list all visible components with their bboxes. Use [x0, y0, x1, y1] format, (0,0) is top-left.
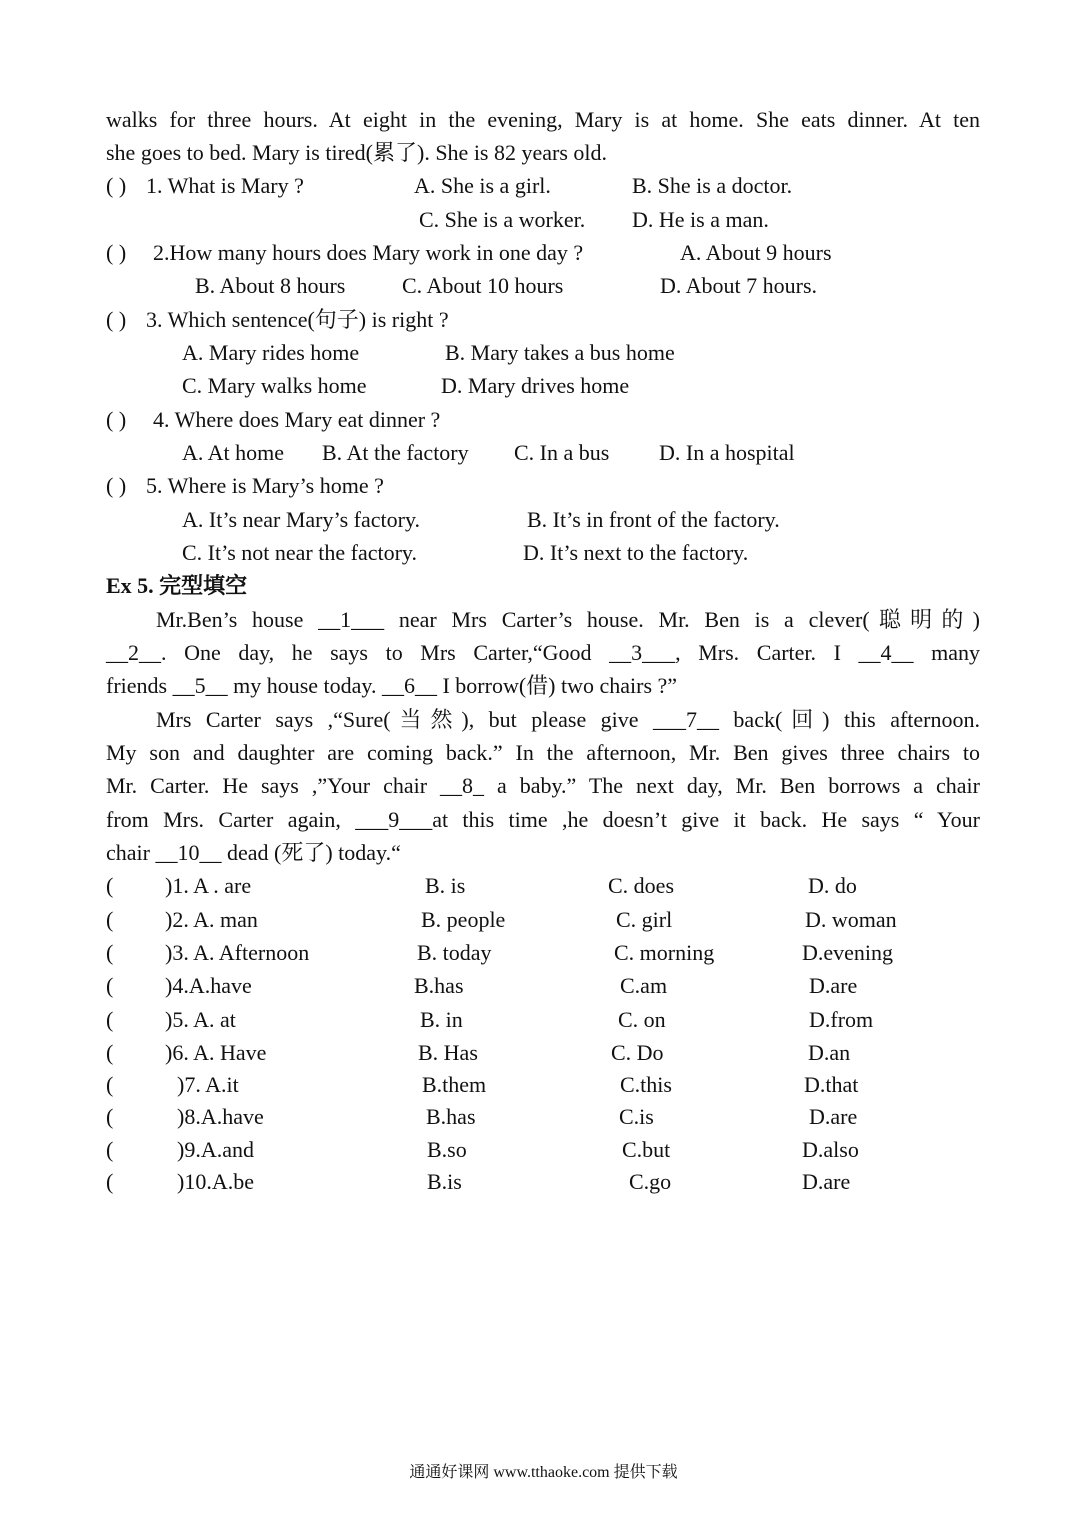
- cloze-option-b: B. is: [425, 873, 466, 898]
- cloze-option-c: C. Do: [611, 1040, 664, 1065]
- cloze-line: chair __10__ dead (死了) today.“: [106, 840, 401, 865]
- cloze-option-a: )1. A . are: [165, 873, 252, 898]
- cloze-line: from Mrs. Carter again, ___9___at this time ,he doesn’t give it back. He says “ Your: [106, 807, 980, 832]
- cloze-option-a: )8.A.have: [177, 1104, 264, 1129]
- cloze-option-a: )5. A. at: [165, 1007, 236, 1032]
- cloze-option-b: B.them: [422, 1072, 487, 1097]
- option-d: D. About 7 hours.: [660, 273, 818, 298]
- cloze-line: __2__. One day, he says to Mrs Carter,“Good __3___, Mrs. Carter. I __4__ many: [106, 640, 980, 665]
- question-bracket[interactable]: ( ): [106, 173, 127, 198]
- option-b: B. At the factory: [322, 440, 469, 465]
- passage-line: walks for three hours. At eight in the evening, Mary is at home. She eats dinner. At ten: [106, 107, 980, 132]
- cloze-option-c: C.but: [622, 1137, 671, 1162]
- question-text: 4. Where does Mary eat dinner ?: [153, 407, 441, 432]
- cloze-option-a: )10.A.be: [177, 1169, 254, 1194]
- answer-bracket[interactable]: (: [106, 1040, 114, 1065]
- cloze-option-d: D.are: [802, 1169, 851, 1194]
- question-text: 2.How many hours does Mary work in one day ?: [153, 240, 584, 265]
- option-a: A. At home: [182, 440, 285, 465]
- answer-bracket[interactable]: (: [106, 873, 114, 898]
- cloze-option-b: B. Has: [418, 1040, 478, 1065]
- question-bracket[interactable]: ( ): [106, 473, 127, 498]
- cloze-option-c: C. girl: [616, 907, 673, 932]
- question-bracket[interactable]: ( ): [106, 240, 127, 265]
- option-c: C. She is a worker.: [419, 207, 586, 232]
- cloze-option-d: D. woman: [805, 907, 897, 932]
- option-a: A. It’s near Mary’s factory.: [182, 507, 421, 532]
- cloze-option-d: D.are: [809, 1104, 858, 1129]
- option-d: D. It’s next to the factory.: [523, 540, 749, 565]
- cloze-option-b: B.so: [427, 1137, 467, 1162]
- cloze-option-d: D.are: [809, 973, 858, 998]
- cloze-option-b: B.has: [426, 1104, 476, 1129]
- cloze-line: Mr. Carter. He says ,”Your chair __8_ a baby.” The next day, Mr. Ben borrows a chair: [106, 773, 980, 798]
- cloze-line: Mrs Carter says ,“Sure(当然), but please give ___7__ back(回) this afternoon.: [156, 707, 980, 732]
- option-a: A. Mary rides home: [182, 340, 360, 365]
- cloze-option-c: C. does: [608, 873, 674, 898]
- cloze-option-b: B. today: [417, 940, 492, 965]
- answer-bracket[interactable]: (: [106, 1072, 114, 1097]
- option-c: C. About 10 hours: [402, 273, 564, 298]
- question-text: 5. Where is Mary’s home ?: [146, 473, 384, 498]
- answer-bracket[interactable]: (: [106, 940, 114, 965]
- cloze-option-d: D.an: [808, 1040, 851, 1065]
- passage-line: she goes to bed. Mary is tired(累了). She is 82 years old.: [106, 140, 608, 165]
- answer-bracket[interactable]: (: [106, 1104, 114, 1129]
- cloze-option-a: )4.A.have: [165, 973, 252, 998]
- answer-bracket[interactable]: (: [106, 1007, 114, 1032]
- cloze-line: friends __5__ my house today. __6__ I borrow(借) two chairs ?”: [106, 673, 678, 698]
- cloze-option-a: )9.A.and: [177, 1137, 254, 1162]
- option-b: B. It’s in front of the factory.: [527, 507, 780, 532]
- cloze-option-b: B. in: [420, 1007, 463, 1032]
- question-text: 3. Which sentence(句子) is right ?: [146, 307, 449, 332]
- answer-bracket[interactable]: (: [106, 907, 114, 932]
- option-d: D. Mary drives home: [441, 373, 630, 398]
- cloze-option-c: C.am: [620, 973, 668, 998]
- option-a: A. She is a girl.: [414, 173, 551, 198]
- cloze-option-b: B. people: [421, 907, 506, 932]
- cloze-option-c: C.go: [629, 1169, 672, 1194]
- question-bracket[interactable]: ( ): [106, 307, 127, 332]
- option-a: A. About 9 hours: [680, 240, 832, 265]
- cloze-option-b: B.has: [414, 973, 464, 998]
- cloze-option-d: D.from: [809, 1007, 874, 1032]
- cloze-option-a: )2. A. man: [165, 907, 258, 932]
- cloze-option-c: C.this: [620, 1072, 672, 1097]
- cloze-option-d: D.that: [804, 1072, 859, 1097]
- cloze-option-c: C. morning: [614, 940, 715, 965]
- answer-bracket[interactable]: (: [106, 1137, 114, 1162]
- option-d: D. He is a man.: [632, 207, 769, 232]
- answer-bracket[interactable]: (: [106, 973, 114, 998]
- page-footer: 通通好课网 www.tthaoke.com 提供下载: [409, 1464, 678, 1481]
- section-heading: Ex 5. 完型填空: [106, 573, 248, 598]
- cloze-option-a: )3. A. Afternoon: [165, 940, 310, 965]
- cloze-option-a: )7. A.it: [177, 1072, 239, 1097]
- question-text: 1. What is Mary ?: [146, 173, 304, 198]
- cloze-option-d: D. do: [808, 873, 857, 898]
- cloze-line: Mr.Ben’s house __1___ near Mrs Carter’s house. Mr. Ben is a clever(聪明的): [156, 607, 980, 632]
- option-c: C. Mary walks home: [182, 373, 367, 398]
- cloze-option-d: D.also: [802, 1137, 859, 1162]
- option-c: C. In a bus: [514, 440, 610, 465]
- cloze-option-b: B.is: [427, 1169, 462, 1194]
- cloze-line: My son and daughter are coming back.” In the afternoon, Mr. Ben gives three chairs to: [106, 740, 980, 765]
- option-b: B. About 8 hours: [195, 273, 346, 298]
- question-bracket[interactable]: ( ): [106, 407, 127, 432]
- option-b: B. She is a doctor.: [632, 173, 793, 198]
- option-b: B. Mary takes a bus home: [445, 340, 675, 365]
- option-c: C. It’s not near the factory.: [182, 540, 417, 565]
- cloze-option-c: C.is: [619, 1104, 654, 1129]
- cloze-option-c: C. on: [618, 1007, 666, 1032]
- cloze-option-a: )6. A. Have: [165, 1040, 267, 1065]
- option-d: D. In a hospital: [659, 440, 795, 465]
- cloze-option-d: D.evening: [802, 940, 894, 965]
- answer-bracket[interactable]: (: [106, 1169, 114, 1194]
